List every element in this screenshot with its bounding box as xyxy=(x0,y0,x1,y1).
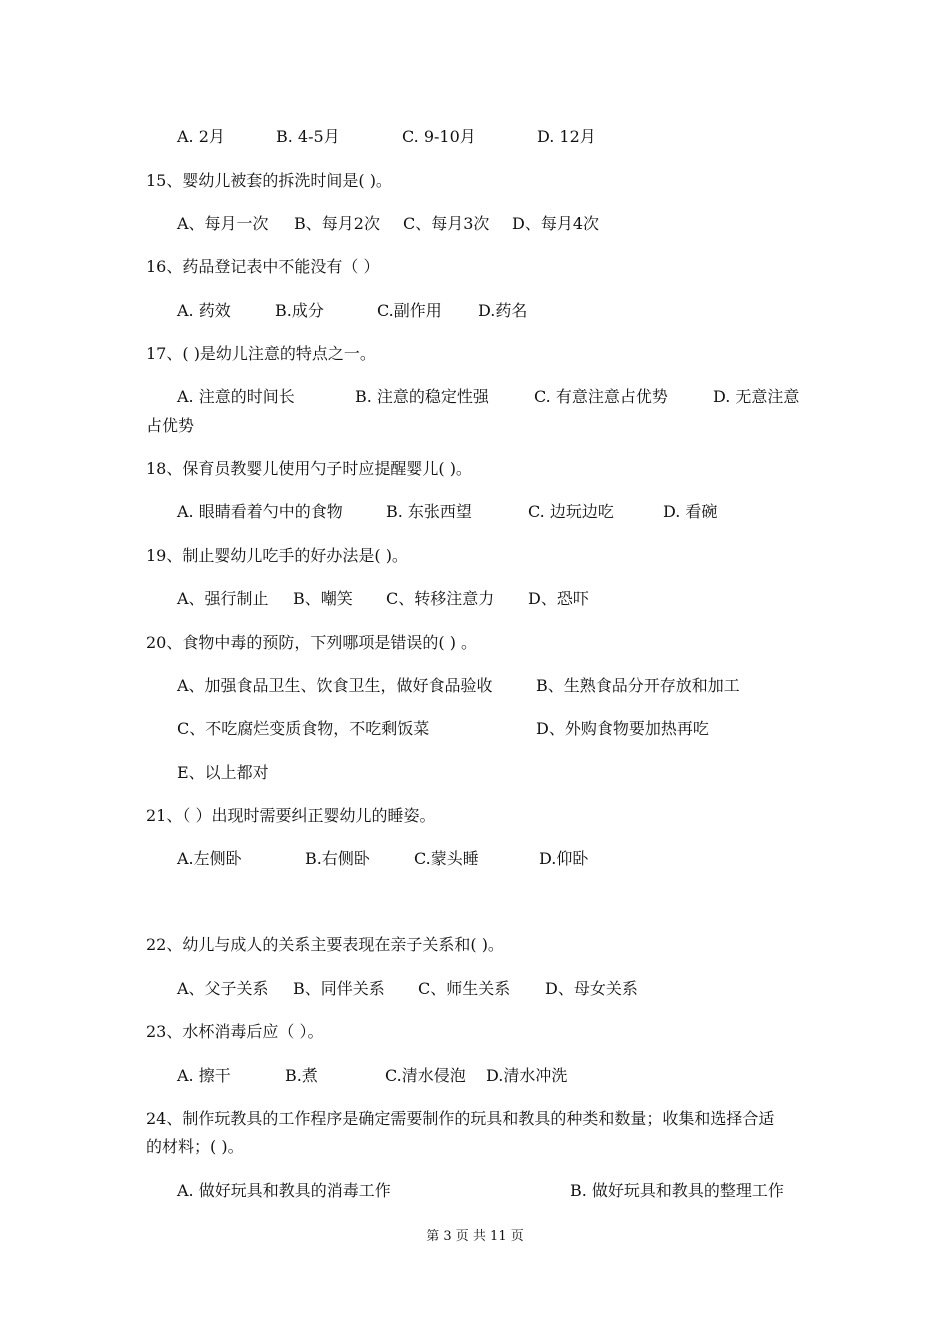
page-number-footer: 第 3 页 共 11 页 xyxy=(426,1229,524,1244)
option-c: C. 有意注意占优势 xyxy=(534,387,668,406)
question-20: 20、食物中毒的预防，下列哪项是错误的( ) 。 xyxy=(146,633,478,652)
option-b: B、每月2次 xyxy=(294,214,380,233)
option-b: B. 做好玩具和教具的整理工作 xyxy=(570,1181,784,1200)
option-c: C、不吃腐烂变质食物，不吃剩饭菜 xyxy=(177,719,430,738)
option-d: D、外购食物要加热再吃 xyxy=(536,719,709,738)
option-a: A. 擦干 xyxy=(177,1066,231,1085)
option-c: C、每月3次 xyxy=(403,214,490,233)
option-a: A.左侧卧 xyxy=(177,849,242,868)
option-a: A. 眼睛看着勺中的食物 xyxy=(177,502,343,521)
option-c: C.清水侵泡 xyxy=(385,1066,466,1085)
option-c: C、转移注意力 xyxy=(386,589,495,608)
option-a: A. 药效 xyxy=(177,301,231,320)
option-a: A、加强食品卫生、饮食卫生，做好食品验收 xyxy=(177,676,493,695)
option-b: B、同伴关系 xyxy=(293,979,385,998)
question-21: 21、（ ）出现时需要纠正婴幼儿的睡姿。 xyxy=(146,806,436,825)
question-15: 15、婴幼儿被套的拆洗时间是( )。 xyxy=(146,171,392,190)
option-b: B.煮 xyxy=(285,1066,318,1085)
question-18: 18、保育员教婴儿使用勺子时应提醒婴儿( )。 xyxy=(146,459,472,478)
option-d: D.清水冲洗 xyxy=(486,1066,568,1085)
question-23: 23、水杯消毒后应（ ）。 xyxy=(146,1022,324,1041)
option-b: B.右侧卧 xyxy=(305,849,370,868)
option-d: D.仰卧 xyxy=(539,849,589,868)
option-d: D.药名 xyxy=(478,301,528,320)
option-d: D、恐吓 xyxy=(528,589,589,608)
option-b: B、嘲笑 xyxy=(293,589,353,608)
option-b: B.成分 xyxy=(275,301,324,320)
option-b: B. 注意的稳定性强 xyxy=(355,387,489,406)
option-a: A. 2月 xyxy=(177,127,225,146)
option-b: B. 4-5月 xyxy=(276,127,340,146)
question-22: 22、幼儿与成人的关系主要表现在亲子关系和( )。 xyxy=(146,935,504,954)
option-d: D、母女关系 xyxy=(545,979,638,998)
option-b: B. 东张西望 xyxy=(386,502,472,521)
option-c: C、师生关系 xyxy=(418,979,511,998)
question-19: 19、制止婴幼儿吃手的好办法是( )。 xyxy=(146,546,408,565)
option-a: A、每月一次 xyxy=(177,214,269,233)
option-d-continuation: 占优势 xyxy=(146,416,195,435)
option-c: C.蒙头睡 xyxy=(414,849,479,868)
question-17: 17、( )是幼儿注意的特点之一。 xyxy=(146,344,376,363)
option-c: C.副作用 xyxy=(377,301,442,320)
option-c: C. 9-10月 xyxy=(402,127,476,146)
option-e: E、以上都对 xyxy=(177,763,269,782)
option-b: B、生熟食品分开存放和加工 xyxy=(536,676,740,695)
option-d: D. 看碗 xyxy=(663,502,718,521)
question-16: 16、药品登记表中不能没有（ ） xyxy=(146,257,380,276)
option-d: D. 无意注意 xyxy=(713,387,800,406)
option-a: A、父子关系 xyxy=(177,979,269,998)
option-a: A. 做好玩具和教具的消毒工作 xyxy=(177,1181,391,1200)
option-d: D、每月4次 xyxy=(512,214,600,233)
question-24-continuation: 的材料；( )。 xyxy=(146,1137,244,1156)
option-a: A. 注意的时间长 xyxy=(177,387,295,406)
question-24: 24、制作玩教具的工作程序是确定需要制作的玩具和教具的种类和数量；收集和选择合适 xyxy=(146,1109,775,1128)
option-d: D. 12月 xyxy=(537,127,596,146)
option-a: A、强行制止 xyxy=(177,589,269,608)
option-c: C. 边玩边吃 xyxy=(528,502,614,521)
